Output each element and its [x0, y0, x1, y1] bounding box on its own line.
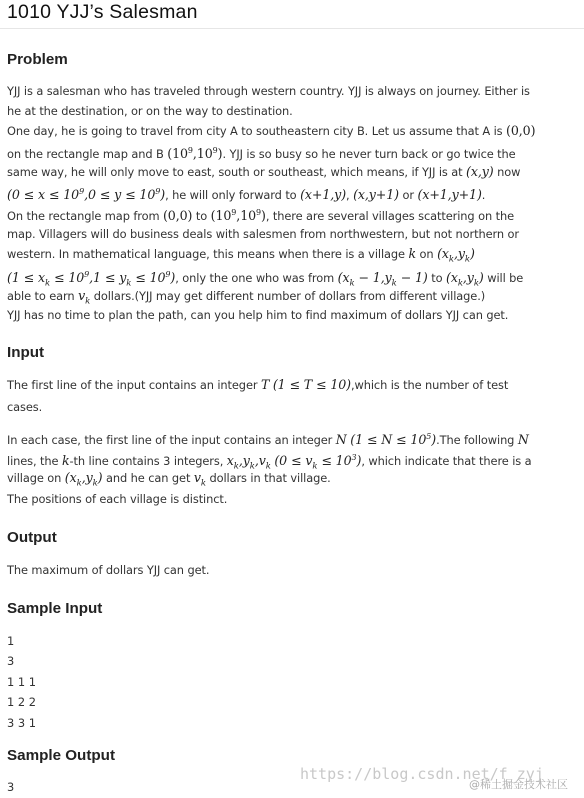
- superscript: 9: [187, 146, 193, 155]
- text-span: same way, he will only move to east, south or southeast, which means, if YJJ is at: [7, 165, 463, 179]
- text-span: .The following: [436, 433, 515, 448]
- input-line-2: cases.: [7, 400, 43, 414]
- math-part: ,10: [236, 208, 257, 224]
- superscript: 5: [426, 432, 432, 441]
- math-span: [193, 470, 206, 489]
- math-part: ,y: [81, 470, 93, 485]
- math-part: ,v: [254, 453, 266, 469]
- math-part: (10: [210, 208, 232, 224]
- text-span: ,which is the number of test: [351, 378, 509, 392]
- text-span: western. In mathematical language, this means when there is a village: [7, 247, 405, 261]
- superscript: 9: [84, 270, 90, 279]
- math-part: ): [97, 470, 103, 485]
- problem-line-5: [7, 165, 520, 179]
- math-part: ,1 ≤ y: [89, 270, 127, 286]
- math-span: (x,y+1): [353, 187, 399, 203]
- math-span: k: [61, 453, 70, 469]
- subscript: k: [448, 254, 454, 265]
- section-heading-input: Input: [7, 344, 45, 361]
- math-part: (10: [167, 146, 188, 162]
- math-part: − 1,y: [354, 270, 392, 286]
- text-span: to: [431, 271, 443, 286]
- sample-input-line: 1: [7, 634, 15, 648]
- problem-line-9: [7, 247, 475, 267]
- math-part: ,y: [453, 246, 465, 261]
- math-span: N: [335, 432, 347, 448]
- sample-input-line: 1 2 2: [7, 695, 36, 709]
- problem-line-6: $(0 \le x \le 10^9,0 \le y \le 10^9)$, he will only forward to (x+1,y), (x,y+1) or (x+1,y+1).: [7, 187, 486, 203]
- math-part: ,y: [238, 453, 250, 469]
- math-part: (1 ≤ x: [7, 270, 45, 286]
- watermark-url: https://blog.csdn.net/f_zyj: [300, 765, 544, 783]
- superscript: 9: [256, 208, 262, 217]
- subscript: k: [457, 278, 463, 289]
- math-span: (x+1,y+1): [417, 187, 482, 203]
- text-span: able to earn: [7, 289, 75, 303]
- subscript: k: [391, 278, 397, 289]
- text-span: dollars.(YJJ may get different number of dollars from different village.): [93, 289, 486, 303]
- section-heading-sample-input: Sample Input: [7, 600, 103, 617]
- math-part: ): [217, 146, 223, 162]
- subscript: k: [233, 461, 239, 472]
- subscript: k: [76, 478, 82, 489]
- math-part: ): [469, 246, 475, 261]
- input-line-5: [7, 471, 331, 491]
- text-span: , there are several villages scattering on the: [265, 209, 514, 224]
- problem-line-3: [7, 124, 535, 138]
- text-span: lines, the: [7, 454, 59, 469]
- text-span: dollars in that village.: [209, 471, 331, 485]
- math-span: [350, 432, 436, 447]
- math-part: (x: [446, 270, 458, 286]
- problem-line-1: YJJ is a salesman who has traveled through western country. YJJ is always on journey. Either is: [7, 84, 530, 98]
- math-span: [211, 208, 266, 223]
- math-span: (0,0): [506, 123, 536, 138]
- text-span: on the rectangle map and B: [7, 147, 164, 162]
- math-span: (1 ≤ T ≤ 10): [272, 377, 351, 392]
- sample-input-line: 1 1 1: [7, 675, 36, 689]
- math-part: v: [193, 470, 201, 485]
- math-span: T: [260, 377, 270, 392]
- text-span: or: [402, 188, 414, 203]
- math-span: [7, 187, 165, 202]
- math-part: − 1): [396, 270, 428, 286]
- problem-line-7: [7, 206, 514, 223]
- sample-input-line: 3 3 1: [7, 716, 36, 730]
- subscript: k: [126, 278, 132, 289]
- math-part: ≤ 10: [131, 270, 166, 286]
- sample-input-line: 3: [7, 654, 15, 668]
- text-span: on: [419, 247, 434, 261]
- text-span: In each case, the first line of the input contains an integer: [7, 433, 333, 448]
- title-divider: [0, 28, 584, 29]
- input-line-3: [7, 430, 529, 447]
- section-heading-problem: Problem: [7, 51, 68, 68]
- math-span: [274, 453, 362, 472]
- problem-line-12: YJJ has no time to plan the path, can you help him to find maximum of dollars YJJ can get.: [7, 308, 509, 322]
- text-span: , which indicate that there is a: [361, 454, 532, 469]
- text-span: , only the one who was from: [175, 271, 335, 286]
- math-span: k: [408, 246, 417, 261]
- math-span: (x+1,y): [300, 187, 347, 203]
- math-span: [437, 246, 475, 265]
- text-span: On the rectangle map from: [7, 209, 160, 224]
- output-line-1: The maximum of dollars YJJ can get.: [7, 563, 210, 577]
- problem-line-11: [7, 289, 485, 309]
- text-span: now: [497, 165, 521, 179]
- math-part: ,0 ≤ y ≤ 10: [84, 187, 156, 203]
- text-span: . YJJ is so busy so he never turn back or go twice the: [222, 147, 516, 162]
- math-part: ≤ 10: [317, 453, 352, 469]
- math-part: ): [431, 432, 437, 448]
- math-part: (0 ≤ v: [274, 453, 313, 469]
- text-span: -th line contains 3 integers,: [69, 454, 224, 469]
- math-part: (x: [337, 270, 350, 286]
- math-part: ,y: [462, 270, 474, 286]
- math-span: (x,y): [466, 164, 494, 179]
- input-line-6: The positions of each village is distinct.: [7, 492, 228, 506]
- superscript: 9: [212, 146, 218, 155]
- math-part: ): [478, 270, 484, 286]
- math-part: ): [160, 187, 166, 203]
- math-span: [64, 470, 103, 489]
- math-span: [337, 270, 428, 289]
- math-part: (1 ≤ N ≤ 10: [350, 432, 427, 448]
- sample-output-line: 3: [7, 780, 15, 794]
- text-span: to: [195, 209, 208, 224]
- math-span: (0,0): [162, 208, 193, 224]
- math-span: [7, 270, 176, 289]
- input-line-1: [7, 378, 508, 392]
- page-title: 1010 YJJ’s Salesman: [7, 1, 198, 23]
- subscript: k: [265, 461, 271, 472]
- text-span: and he can get: [106, 471, 191, 485]
- subscript: k: [92, 478, 98, 489]
- math-span: [167, 146, 222, 161]
- text-span: village on: [7, 471, 62, 485]
- superscript: 9: [155, 187, 161, 196]
- math-part: x: [226, 453, 234, 469]
- math-part: ≤ 10: [50, 270, 85, 286]
- math-part: (x: [437, 246, 449, 261]
- superscript: 3: [351, 453, 357, 462]
- math-part: ,10: [192, 146, 213, 162]
- problem-line-8: map. Villagers will do business deals with salesmen from northwestern, but not northern or: [7, 227, 519, 241]
- math-part: ): [261, 208, 266, 224]
- section-heading-output: Output: [7, 529, 57, 546]
- subscript: k: [45, 278, 51, 289]
- subscript: k: [349, 278, 355, 289]
- subscript: k: [473, 278, 479, 289]
- text-span: The first line of the input contains an integer: [7, 378, 258, 392]
- math-span: [78, 288, 91, 307]
- superscript: 9: [231, 208, 237, 217]
- subscript: k: [464, 254, 470, 265]
- math-span: N: [517, 432, 529, 448]
- subscript: k: [312, 461, 318, 472]
- math-span: [446, 270, 484, 289]
- superscript: 9: [79, 187, 85, 196]
- problem-line-4: [7, 144, 516, 161]
- math-span: [226, 453, 271, 472]
- subscript: k: [249, 461, 255, 472]
- section-heading-sample-output: Sample Output: [7, 747, 116, 764]
- text-span: will be: [487, 271, 524, 286]
- subscript: k: [200, 478, 206, 489]
- math-part: ): [356, 453, 362, 469]
- watermark-brand: @稀土掘金技术社区: [469, 778, 568, 791]
- math-part: ): [170, 270, 176, 286]
- text-span: , he will only forward to: [165, 188, 297, 203]
- math-part: (0 ≤ x ≤ 10: [7, 187, 80, 203]
- text-span: One day, he is going to travel from city A to southeastern city B. Let us assume that A is: [7, 124, 503, 138]
- math-part: (x: [64, 470, 77, 485]
- math-part: v: [78, 288, 86, 303]
- superscript: 9: [165, 270, 171, 279]
- subscript: k: [85, 296, 91, 307]
- problem-line-2: he at the destination, or on the way to destination.: [7, 104, 293, 118]
